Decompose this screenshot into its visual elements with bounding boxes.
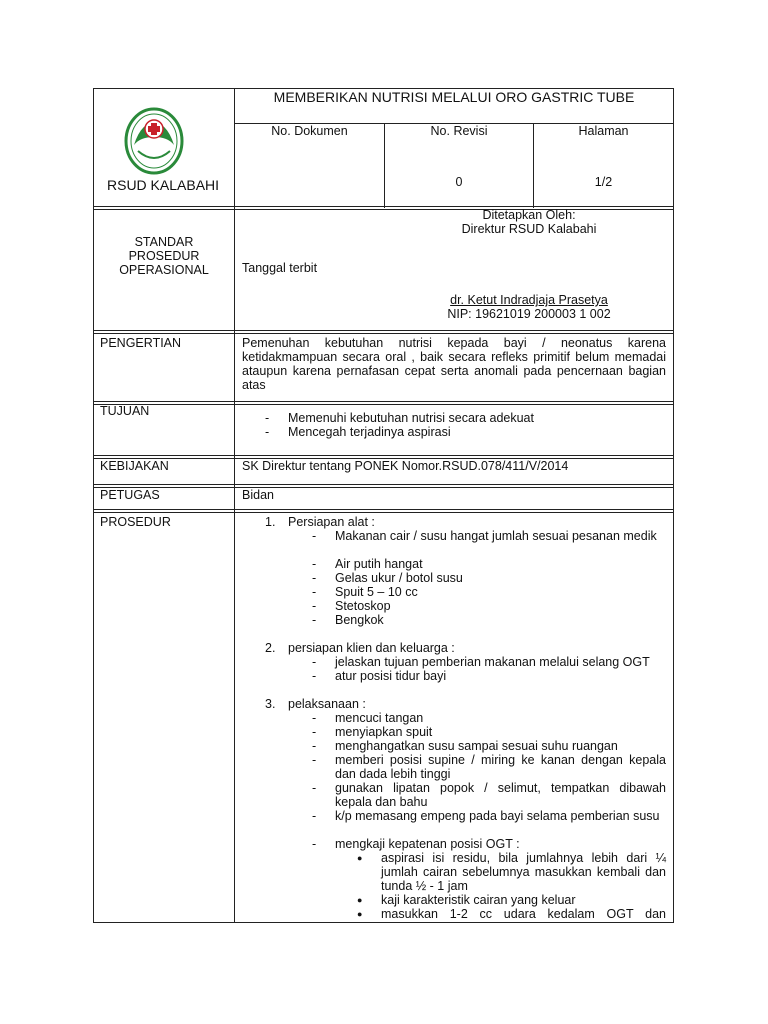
- hospital-logo: [124, 107, 184, 175]
- bullet-icon: ●: [357, 895, 363, 905]
- doc-number-label: No. Dokumen: [271, 124, 348, 138]
- step-3-subitem: masukkan 1-2 cc udara kedalam OGT dan: [381, 907, 666, 921]
- step-1-title: Persiapan alat :: [288, 515, 375, 529]
- step-1-item: Gelas ukur / botol susu: [335, 571, 463, 585]
- revision-value: 0: [455, 175, 463, 189]
- list-dash: -: [312, 529, 317, 543]
- petugas-text: Bidan: [242, 488, 274, 502]
- step-2-item: jelaskan tujuan pemberian makanan melalui selang OGT: [335, 655, 650, 669]
- list-dash: -: [312, 669, 317, 683]
- bullet-icon: ●: [357, 909, 363, 919]
- tujuan-dash-2: -: [265, 425, 270, 439]
- step-3-item: memberi posisi supine / miring ke kanan dengan kepala dan dada lebih tinggi: [335, 753, 666, 781]
- step-2-number: 2.: [265, 641, 276, 655]
- bullet-icon: ●: [357, 853, 363, 863]
- sop-type-line1: STANDAR: [134, 235, 194, 249]
- page-value: 1/2: [594, 175, 613, 189]
- pengertian-label: PENGERTIAN: [100, 336, 182, 350]
- revision-label: No. Revisi: [430, 124, 488, 138]
- sop-type-line3: OPERASIONAL: [119, 263, 209, 277]
- tujuan-dash-1: -: [265, 411, 270, 425]
- step-1-number: 1.: [265, 515, 276, 529]
- step-3-item: menghangatkan susu sampai sesuai suhu ruangan: [335, 739, 618, 753]
- issue-date-label: Tanggal terbit: [242, 261, 318, 275]
- step-1-item: Air putih hangat: [335, 557, 423, 571]
- kebijakan-text: SK Direktur tentang PONEK Nomor.RSUD.078/411/V/2014: [242, 459, 569, 473]
- list-dash: -: [312, 599, 317, 613]
- list-dash: -: [312, 725, 317, 739]
- approved-by-label: Ditetapkan Oleh:: [482, 208, 576, 222]
- list-dash: -: [312, 557, 317, 571]
- list-dash: -: [312, 571, 317, 585]
- page-label: Halaman: [578, 124, 629, 138]
- step-3-item: mencuci tangan: [335, 711, 424, 725]
- step-3-number: 3.: [265, 697, 276, 711]
- approver-nip: NIP: 19621019 200003 1 002: [447, 307, 611, 321]
- step-3-item: gunakan lipatan popok / selimut, tempatkan dibawah kepala dan bahu: [335, 781, 666, 809]
- list-dash: -: [312, 809, 317, 823]
- list-dash: -: [312, 753, 317, 767]
- tujuan-label: TUJUAN: [100, 404, 150, 418]
- tujuan-item-1: Memenuhi kebutuhan nutrisi secara adekuat: [288, 411, 534, 425]
- list-dash: -: [312, 711, 317, 725]
- step-3-item: k/p memasang empeng pada bayi selama pemberian susu: [335, 809, 660, 823]
- list-dash: -: [312, 655, 317, 669]
- tujuan-item-2: Mencegah terjadinya aspirasi: [288, 425, 451, 439]
- step-2-item: atur posisi tidur bayi: [335, 669, 447, 683]
- approver-name: dr. Ketut Indradjaja Prasetya: [450, 293, 608, 307]
- petugas-label: PETUGAS: [100, 488, 160, 502]
- list-dash: -: [312, 739, 317, 753]
- hospital-name: RSUD KALABAHI: [107, 177, 220, 193]
- approver-title: Direktur RSUD Kalabahi: [461, 222, 597, 236]
- step-3-title: pelaksanaan :: [288, 697, 366, 711]
- step-3-item: mengkaji kepatenan posisi OGT :: [335, 837, 520, 851]
- step-1-item: Bengkok: [335, 613, 384, 627]
- step-3-item: menyiapkan spuit: [335, 725, 433, 739]
- list-dash: -: [312, 837, 317, 851]
- list-dash: -: [312, 613, 317, 627]
- step-3-subitem: aspirasi isi residu, bila jumlahnya lebih dari ¼ jumlah cairan sebelumnya masukkan kembali dan tunda ½ - 1 jam: [381, 851, 666, 893]
- step-2-title: persiapan klien dan keluarga :: [288, 641, 455, 655]
- step-1-item: Stetoskop: [335, 599, 391, 613]
- list-dash: -: [312, 585, 317, 599]
- kebijakan-label: KEBIJAKAN: [100, 459, 169, 473]
- pengertian-text: Pemenuhan kebutuhan nutrisi kepada bayi / neonatus karena ketidakmampuan secara oral , baik secara refleks primitif belum memadai ataupun karena pernafasan cepat serta anomali pada pencernaan bagian atas: [242, 336, 666, 392]
- step-3-subitem: kaji karakteristik cairan yang keluar: [381, 893, 576, 907]
- step-1-item: Spuit 5 – 10 cc: [335, 585, 418, 599]
- document-title: MEMBERIKAN NUTRISI MELALUI ORO GASTRIC TUBE: [273, 89, 635, 105]
- prosedur-label: PROSEDUR: [100, 515, 171, 529]
- sop-type-line2: PROSEDUR: [128, 249, 200, 263]
- step-1-item: Makanan cair / susu hangat jumlah sesuai pesanan medik: [335, 529, 657, 543]
- list-dash: -: [312, 781, 317, 795]
